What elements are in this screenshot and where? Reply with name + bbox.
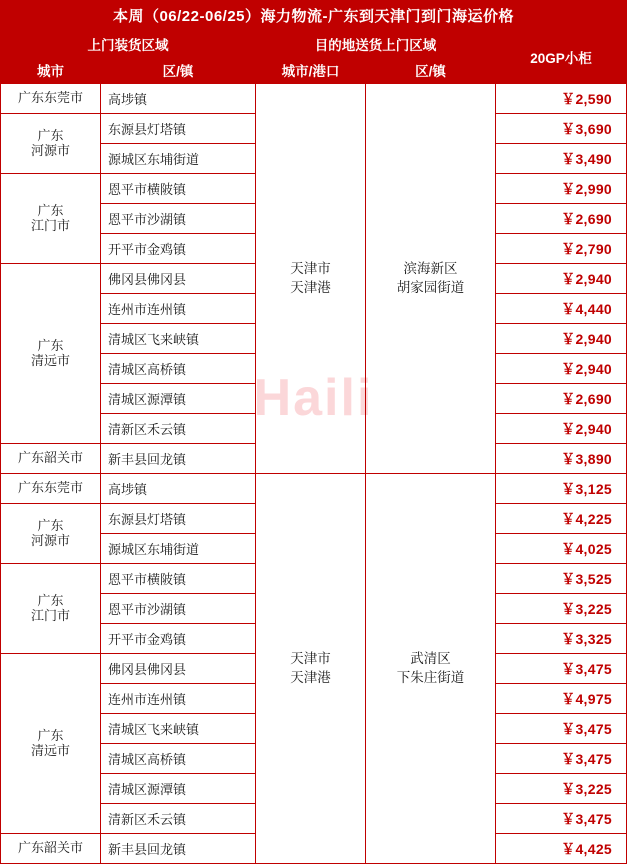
cell-origin-city: 广东东莞市 — [1, 474, 101, 504]
cell-origin-city: 广东韶关市 — [1, 444, 101, 474]
cell-origin-town: 清新区禾云镇 — [101, 414, 256, 444]
cell-price-20gp: ￥3,890 — [496, 444, 627, 474]
cell-origin-town: 新丰县回龙镇 — [101, 834, 256, 864]
cell-origin-town: 清城区飞来峡镇 — [101, 324, 256, 354]
cell-dest-town: 滨海新区 胡家园街道 — [366, 84, 496, 474]
cell-origin-city: 广东 河源市 — [1, 504, 101, 564]
cell-price-20gp: ￥4,225 — [496, 504, 627, 534]
header-pickup-group: 上门装货区域 — [1, 31, 256, 57]
cell-price-20gp: ￥2,940 — [496, 354, 627, 384]
cell-dest-city: 天津市 天津港 — [256, 84, 366, 474]
header-dest-town: 区/镇 — [366, 57, 496, 84]
cell-price-20gp: ￥2,940 — [496, 324, 627, 354]
cell-price-20gp: ￥3,125 — [496, 474, 627, 504]
cell-price-20gp: ￥4,025 — [496, 534, 627, 564]
cell-origin-town: 清城区飞来峡镇 — [101, 714, 256, 744]
cell-origin-town: 清城区高桥镇 — [101, 354, 256, 384]
cell-dest-town: 武清区 下朱庄街道 — [366, 474, 496, 864]
cell-origin-town: 佛冈县佛冈县 — [101, 264, 256, 294]
table-body — [1, 84, 627, 864]
cell-price-20gp: ￥2,940 — [496, 414, 627, 444]
cell-price-20gp: ￥2,590 — [496, 84, 627, 114]
page-title: 本周（06/22-06/25）海力物流-广东到天津门到门海运价格 — [112, 7, 515, 25]
cell-price-20gp: ￥3,225 — [496, 594, 627, 624]
cell-origin-town: 恩平市横陂镇 — [101, 174, 256, 204]
cell-origin-city: 广东东莞市 — [1, 84, 101, 114]
cell-origin-town: 清城区高桥镇 — [101, 744, 256, 774]
cell-origin-town: 开平市金鸡镇 — [101, 234, 256, 264]
cell-origin-town: 恩平市沙湖镇 — [101, 594, 256, 624]
cell-price-20gp: ￥4,440 — [496, 294, 627, 324]
cell-price-20gp: ￥3,490 — [496, 144, 627, 174]
cell-origin-city: 广东 清远市 — [1, 654, 101, 834]
cell-dest-city: 天津市 天津港 — [256, 474, 366, 864]
cell-origin-town: 高埗镇 — [101, 474, 256, 504]
header-town: 区/镇 — [101, 57, 256, 84]
cell-price-20gp: ￥4,425 — [496, 834, 627, 864]
cell-origin-town: 高埗镇 — [101, 84, 256, 114]
cell-origin-town: 恩平市沙湖镇 — [101, 204, 256, 234]
cell-origin-town: 连州市连州镇 — [101, 294, 256, 324]
table-header — [1, 31, 627, 84]
cell-price-20gp: ￥3,690 — [496, 114, 627, 144]
cell-origin-town: 清城区源潭镇 — [101, 384, 256, 414]
header-dest-group: 目的地送货上门区域 — [256, 31, 496, 57]
sheet-title-bar — [0, 0, 627, 30]
cell-origin-city: 广东韶关市 — [1, 834, 101, 864]
table-row — [1, 84, 627, 114]
cell-origin-town: 清城区源潭镇 — [101, 774, 256, 804]
cell-price-20gp: ￥3,225 — [496, 774, 627, 804]
cell-price-20gp: ￥3,525 — [496, 564, 627, 594]
header-city: 城市 — [1, 57, 101, 84]
cell-origin-town: 东源县灯塔镇 — [101, 504, 256, 534]
cell-origin-town: 源城区东埔街道 — [101, 144, 256, 174]
header-group-row — [1, 31, 627, 57]
cell-price-20gp: ￥3,325 — [496, 624, 627, 654]
cell-price-20gp: ￥4,975 — [496, 684, 627, 714]
cell-price-20gp: ￥2,690 — [496, 384, 627, 414]
cell-price-20gp: ￥2,990 — [496, 174, 627, 204]
cell-origin-town: 清新区禾云镇 — [101, 804, 256, 834]
cell-origin-town: 开平市金鸡镇 — [101, 624, 256, 654]
cell-origin-city: 广东 江门市 — [1, 564, 101, 654]
cell-price-20gp: ￥3,475 — [496, 714, 627, 744]
table-row — [1, 474, 627, 504]
cell-price-20gp: ￥2,940 — [496, 264, 627, 294]
cell-origin-city: 广东 江门市 — [1, 174, 101, 264]
cell-origin-town: 佛冈县佛冈县 — [101, 654, 256, 684]
header-price: 20GP小柜 — [496, 31, 627, 84]
cell-origin-city: 广东 清远市 — [1, 264, 101, 444]
cell-origin-city: 广东 河源市 — [1, 114, 101, 174]
cell-price-20gp: ￥2,790 — [496, 234, 627, 264]
header-dest-city: 城市/港口 — [256, 57, 366, 84]
price-table — [0, 30, 627, 864]
cell-origin-town: 连州市连州镇 — [101, 684, 256, 714]
cell-price-20gp: ￥3,475 — [496, 654, 627, 684]
cell-price-20gp: ￥3,475 — [496, 744, 627, 774]
watermark: Haili — [253, 369, 374, 427]
cell-origin-town: 东源县灯塔镇 — [101, 114, 256, 144]
cell-origin-town: 源城区东埔街道 — [101, 534, 256, 564]
cell-origin-town: 新丰县回龙镇 — [101, 444, 256, 474]
cell-price-20gp: ￥3,475 — [496, 804, 627, 834]
cell-origin-town: 恩平市横陂镇 — [101, 564, 256, 594]
cell-price-20gp: ￥2,690 — [496, 204, 627, 234]
